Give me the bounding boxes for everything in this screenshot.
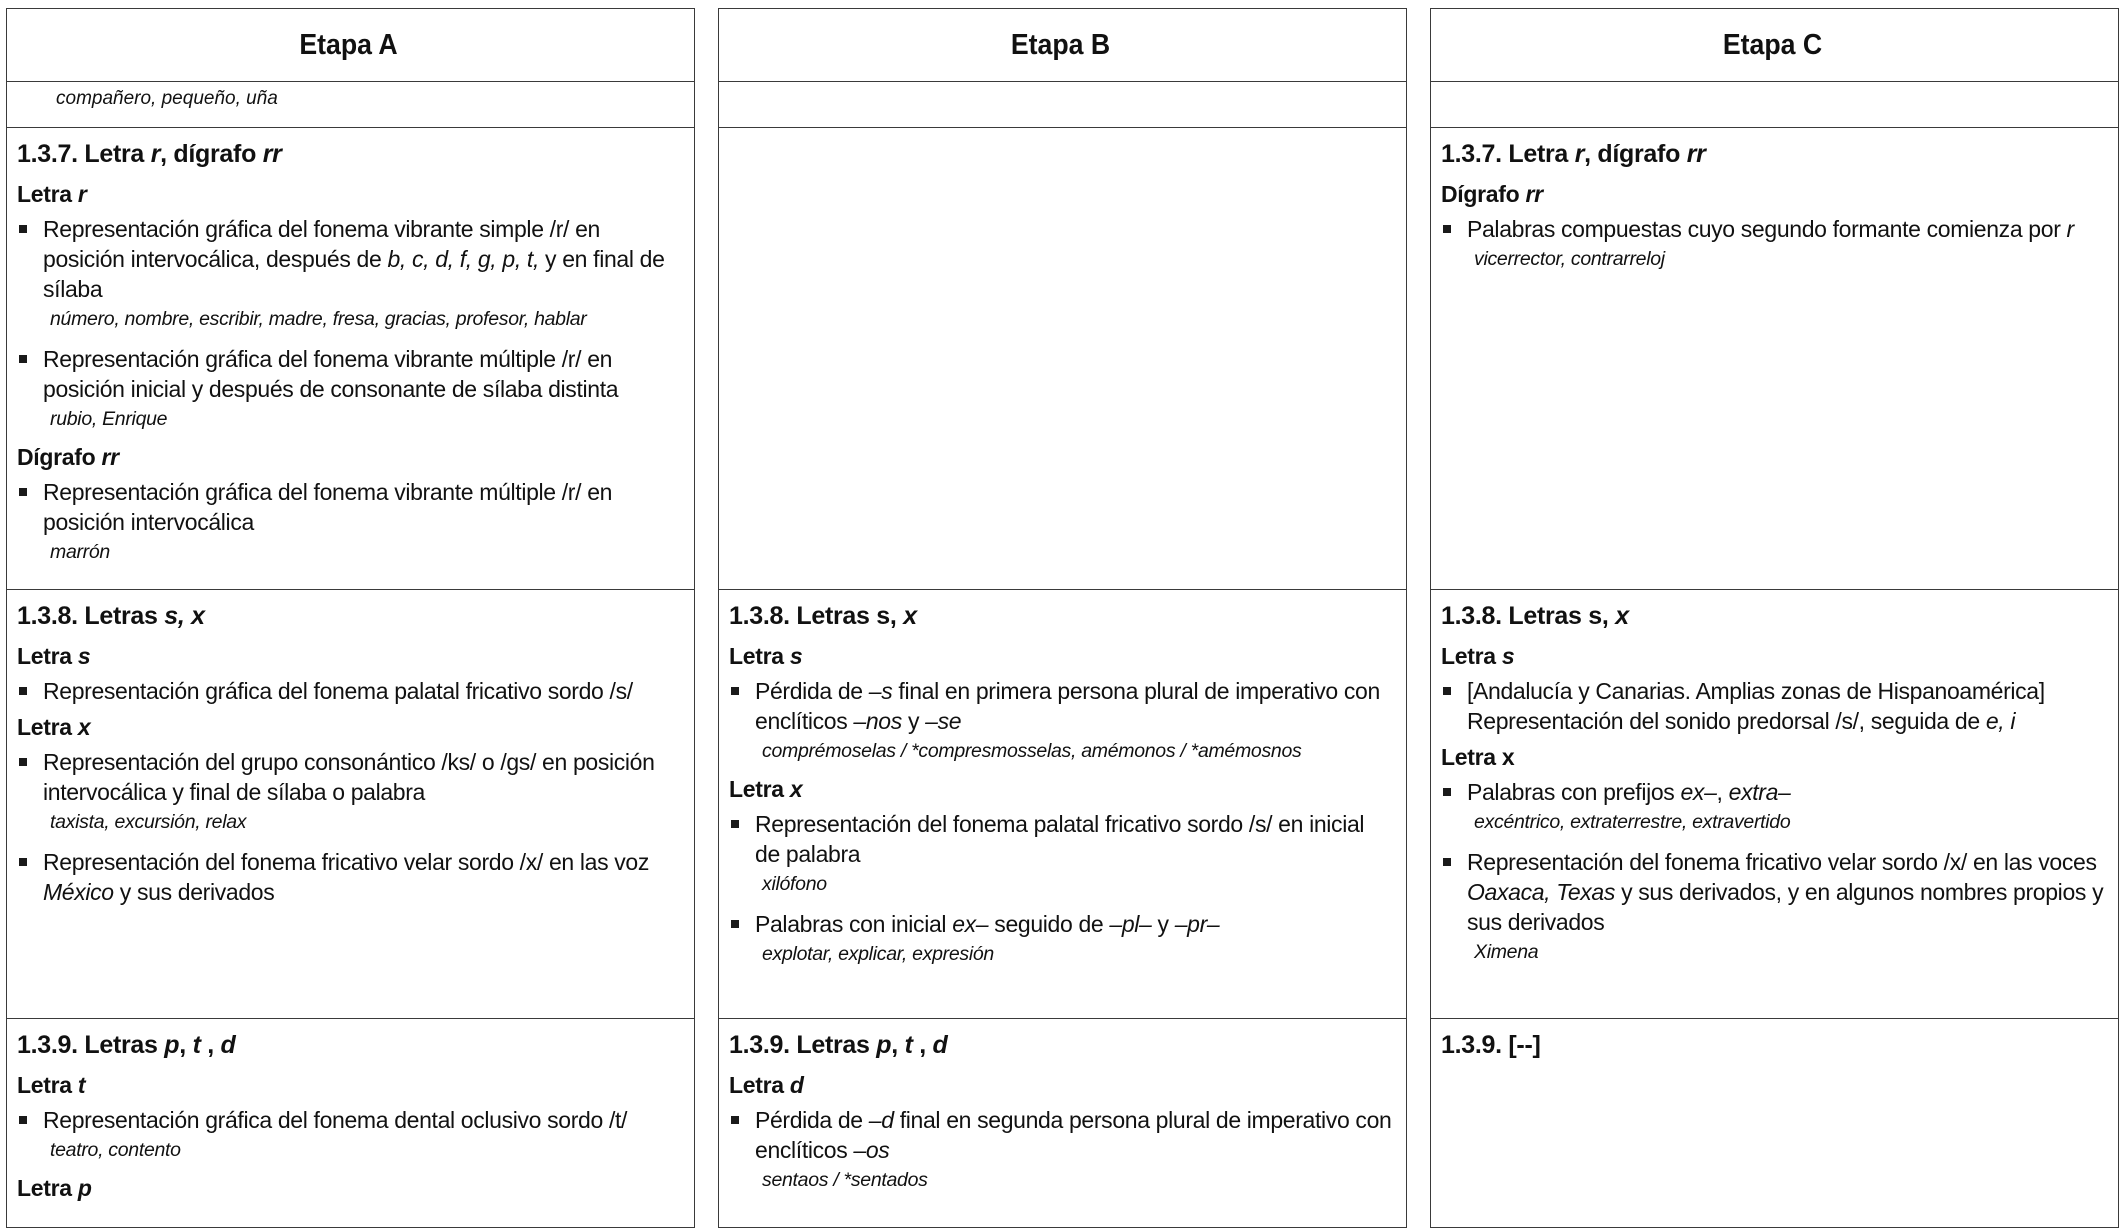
list-item: Palabras con prefijos ex–, extra– xyxy=(1441,777,2104,807)
section-1-3-7-empty xyxy=(719,128,1406,590)
subheading-letra-r: Letra r xyxy=(17,181,87,207)
subheading-digrafo-rr: Dígrafo rr xyxy=(17,444,119,470)
list-item: Representación del fonema fricativo velar sordo /x/ en las voces Oaxaca, Texas y sus derivados, y en algunos nombres propios y sus derivados xyxy=(1441,847,2104,937)
subheading-digrafo-rr: Dígrafo rr xyxy=(1441,181,1543,207)
examples: comprémoselas / *compresmosselas, amémonos / *amémosnos xyxy=(762,740,1302,762)
list-item: [Andalucía y Canarias. Amplias zonas de Hispanoamérica] Representación del sonido predorsal /s/, seguida de e, i xyxy=(1441,676,2104,736)
examples: número, nombre, escribir, madre, fresa, gracias, profesor, hablar xyxy=(50,308,587,330)
list-item: Representación del fonema fricativo velar sordo /x/ en las voz México y sus derivados xyxy=(17,847,680,907)
carryover-cell xyxy=(7,82,694,128)
section-title: 1.3.9. Letras p, t , d xyxy=(729,1031,948,1059)
section-title: 1.3.8. Letras s, x xyxy=(17,602,205,630)
column-header: Etapa A xyxy=(299,28,398,61)
bullet-icon xyxy=(19,225,27,233)
bullet-icon xyxy=(19,758,27,766)
column-header: Etapa B xyxy=(1010,28,1111,61)
bullet-icon xyxy=(731,1116,739,1124)
section-1-3-8 xyxy=(1431,590,2118,1019)
section-title: 1.3.9. [--] xyxy=(1441,1031,1541,1059)
subheading-letra-x: Letra x xyxy=(729,776,803,802)
list-item: Representación gráfica del fonema vibrante múltiple /r/ en posición inicial y después de consonante de sílaba distinta xyxy=(17,344,680,404)
bullet-icon xyxy=(1443,788,1451,796)
list-item: Representación gráfica del fonema palatal fricativo sordo /s/ xyxy=(17,676,680,706)
subheading-letra-s: Letra s xyxy=(1441,643,1515,669)
column-etapa-b xyxy=(718,8,1407,1228)
list-item: Pérdida de –d final en segunda persona plural de imperativo con enclíticos –os xyxy=(729,1105,1392,1165)
bullet-icon xyxy=(1443,225,1451,233)
list-item: Palabras compuestas cuyo segundo formante comienza por r xyxy=(1441,214,2104,244)
column-header-cell xyxy=(1431,9,2118,82)
section-title: 1.3.8. Letras s, x xyxy=(729,602,917,630)
bullet-icon xyxy=(731,920,739,928)
section-title: 1.3.7. Letra r, dígrafo rr xyxy=(1441,140,1706,168)
examples: rubio, Enrique xyxy=(50,408,168,430)
list-item: Representación gráfica del fonema dental oclusivo sordo /t/ xyxy=(17,1105,680,1135)
section-1-3-8 xyxy=(7,590,694,1019)
carryover-cell xyxy=(719,82,1406,128)
subheading-letra-s: Letra s xyxy=(729,643,803,669)
subheading-letra-d: Letra d xyxy=(729,1072,804,1098)
column-etapa-a xyxy=(6,8,695,1228)
section-1-3-8 xyxy=(719,590,1406,1019)
bullet-icon xyxy=(731,687,739,695)
list-item: Representación del grupo consonántico /ks/ o /gs/ en posición intervocálica y final de sílaba o palabra xyxy=(17,747,680,807)
list-item: Palabras con inicial ex– seguido de –pl– y –pr– xyxy=(729,909,1392,939)
bullet-icon xyxy=(19,858,27,866)
examples: explotar, explicar, expresión xyxy=(762,943,994,965)
carryover-examples: compañero, pequeño, uña xyxy=(56,88,278,109)
examples: Ximena xyxy=(1474,941,1539,963)
column-header-cell xyxy=(719,9,1406,82)
section-1-3-9 xyxy=(1431,1019,2118,1229)
bullet-icon xyxy=(19,687,27,695)
examples: xilófono xyxy=(762,873,827,895)
section-1-3-9 xyxy=(719,1019,1406,1229)
list-item: Pérdida de –s final en primera persona plural de imperativo con enclíticos –nos y –se xyxy=(729,676,1392,736)
carryover-cell xyxy=(1431,82,2118,128)
column-header-cell xyxy=(7,9,694,82)
list-item: Representación gráfica del fonema vibrante simple /r/ en posición intervocálica, después de b, c, d, f, g, p, t, y en final de sílaba xyxy=(17,214,680,304)
column-etapa-c xyxy=(1430,8,2119,1228)
column-header: Etapa C xyxy=(1722,28,1823,61)
examples: excéntrico, extraterrestre, extravertido xyxy=(1474,811,1791,833)
section-1-3-7 xyxy=(1431,128,2118,590)
examples: teatro, contento xyxy=(50,1139,181,1161)
bullet-icon xyxy=(19,1116,27,1124)
examples: marrón xyxy=(50,541,110,563)
list-item: Representación gráfica del fonema vibrante múltiple /r/ en posición intervocálica xyxy=(17,477,680,537)
bullet-icon xyxy=(1443,858,1451,866)
bullet-icon xyxy=(19,355,27,363)
section-title: 1.3.9. Letras p, t , d xyxy=(17,1031,236,1059)
subheading-letra-s: Letra s xyxy=(17,643,91,669)
section-title: 1.3.7. Letra r, dígrafo rr xyxy=(17,140,282,168)
subheading-letra-p: Letra p xyxy=(17,1175,92,1201)
section-title: 1.3.8. Letras s, x xyxy=(1441,602,1629,630)
bullet-icon xyxy=(1443,687,1451,695)
bullet-icon xyxy=(19,488,27,496)
subheading-letra-t: Letra t xyxy=(17,1072,86,1098)
section-1-3-9 xyxy=(7,1019,694,1229)
examples: vicerrector, contrarreloj xyxy=(1474,248,1665,270)
section-1-3-7 xyxy=(7,128,694,590)
list-item: Representación del fonema palatal fricativo sordo /s/ en inicial de palabra xyxy=(729,809,1392,869)
examples: sentaos / *sentados xyxy=(762,1169,928,1191)
subheading-letra-x: Letra x xyxy=(17,714,91,740)
subheading-letra-x: Letra x xyxy=(1441,744,1515,770)
bullet-icon xyxy=(731,820,739,828)
examples: taxista, excursión, relax xyxy=(50,811,247,833)
